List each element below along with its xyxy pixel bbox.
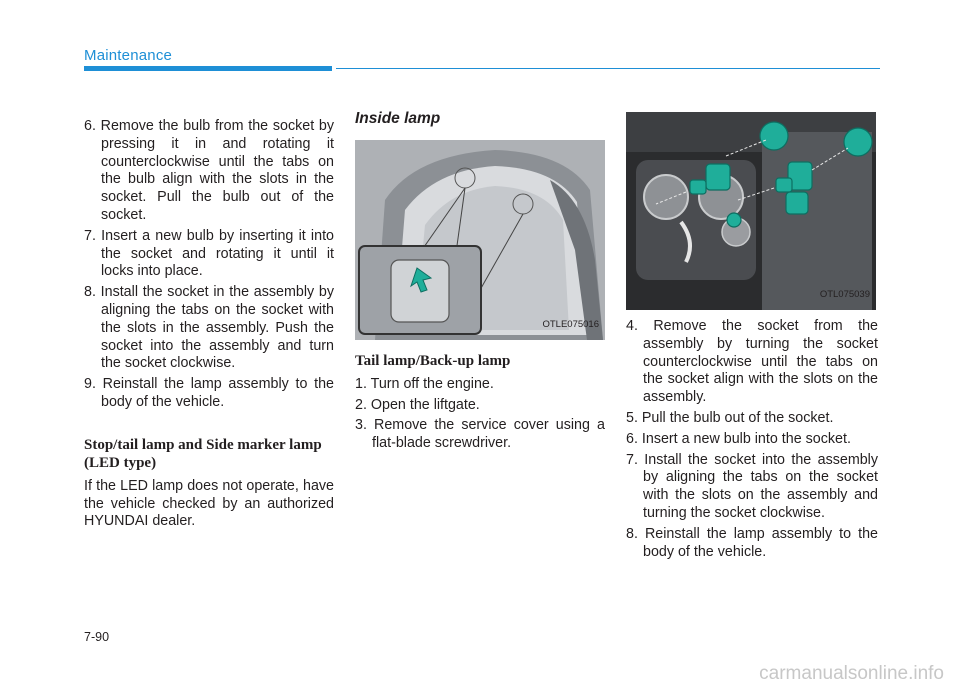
step-item: 6. Insert a new bulb into the socket. — [626, 430, 851, 447]
header-rule — [336, 68, 880, 69]
step-item: 2. Open the liftgate. — [355, 396, 480, 413]
page-number: 7-90 — [84, 630, 110, 644]
step-item: 9. Reinstall the lamp assembly to the body of the vehicle. — [84, 376, 334, 410]
step-item: 3. Remove the service cover using a flat-blade screwdriver. — [355, 417, 605, 452]
steps-list-left — [84, 118, 334, 412]
subheading-tail-lamp: Tail lamp/Back-up lamp — [355, 352, 511, 369]
figure-code: OTLE075016 — [542, 319, 599, 330]
lamp-socket-figure — [626, 112, 876, 310]
step-item: 7. Install the socket into the assembly by aligning the tabs on the socket with the slots on the assembly and turning the socket clockwise. — [626, 451, 878, 521]
step-item: 8. Install the socket in the assembly by aligning the tabs on the socket with the slots in the assembly. Push the socket into the assembly and turn the socket clockwise. — [84, 284, 334, 372]
header-accent-bar — [84, 66, 332, 71]
liftgate-service-cover-figure — [355, 140, 605, 340]
step-item: 6. Remove the bulb from the socket by pressing it in and rotating it counterclockwise until the tabs on the bulb align with the slots in the socket. Pull the bulb out of the socket. — [84, 118, 334, 223]
section-header: Maintenance — [84, 47, 173, 64]
steps-list-middle — [355, 376, 605, 453]
steps-list-right — [626, 318, 878, 561]
column-right — [626, 112, 878, 564]
step-item: 1. Turn off the engine. — [355, 375, 494, 392]
step-item: 8. Reinstall the lamp assembly to the body of the vehicle. — [626, 525, 878, 560]
section-title-inside-lamp: Inside lamp — [355, 110, 441, 127]
step-item: 5. Pull the bulb out of the socket. — [626, 409, 834, 426]
subheading-led-lamp: Stop/tail lamp and Side marker lamp (LED type) — [84, 436, 322, 471]
column-middle — [355, 110, 605, 456]
liftgate-illustration — [355, 140, 605, 340]
step-item: 7. Insert a new bulb by inserting it into the socket and rotating it until it locks into place. — [84, 227, 334, 280]
column-left — [84, 118, 334, 531]
lamp-socket-illustration — [626, 112, 876, 310]
watermark: carmanualsonline.info — [759, 663, 944, 684]
step-item: 4. Remove the socket from the assembly by turning the socket counterclockwise until the tabs on the socket align with the slots on the assembly. — [626, 318, 878, 406]
led-lamp-paragraph: If the LED lamp does not operate, have the vehicle checked by an authorized HYUNDAI dealer. — [84, 477, 334, 530]
figure-code: OTL075039 — [819, 289, 870, 301]
